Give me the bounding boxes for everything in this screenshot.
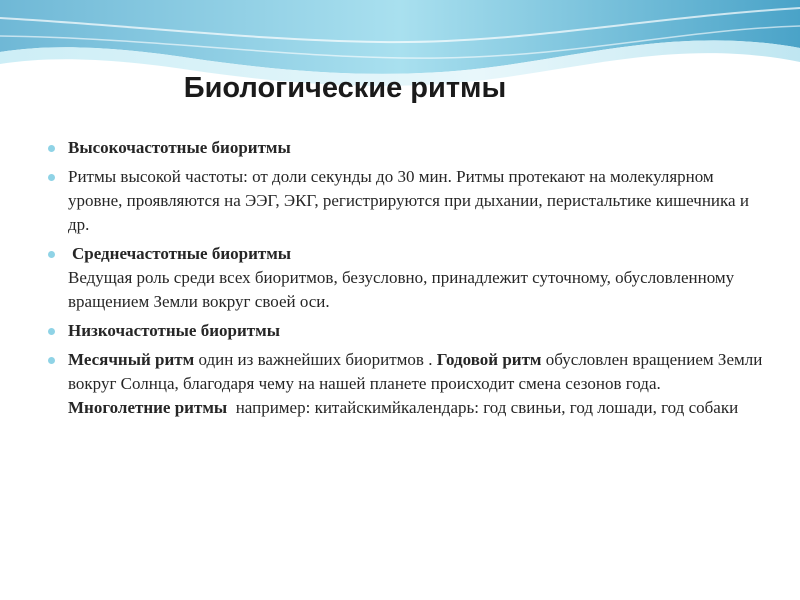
annual-rhythm-text: обусловлен вращением Земли вокруг Солнца, благодаря чему на нашей планете происходит смена сезонов года. [68, 350, 763, 393]
bullet-heading: Среднечастотные биоритмы [72, 244, 292, 263]
bullet-text: Ритмы высокой частоты: от доли секунды до 30 мин. Ритмы протекают на молекулярном уровне, проявляются на ЭЭГ, ЭКГ, регистрируются при дыхании, перистальтике кишечника и др. [68, 167, 749, 234]
bullet-dot-icon [48, 251, 55, 258]
bullet-heading: Низкочастотные биоритмы [68, 321, 280, 340]
bullet-dot-icon [48, 145, 55, 152]
bullet-low-frequency-heading [46, 319, 766, 343]
slide-title: Биологические ритмы [183, 72, 507, 104]
bullet-high-frequency-description [46, 165, 766, 237]
bullet-text: Ведущая роль среди всех биоритмов, безусловно, принадлежит суточному, обусловленному вращением Земли вокруг своей оси. [68, 268, 735, 311]
multiyear-rhythm-text: например: китайскимйкалендарь: год свиньи, год лошади, год собаки [227, 398, 739, 417]
bullet-list [46, 136, 766, 420]
annual-rhythm-label: Годовой ритм [436, 350, 542, 369]
bullet-dot-icon [48, 174, 55, 181]
bullet-mid-frequency [46, 242, 766, 314]
multiyear-rhythm-label: Многолетние ритмы [68, 398, 228, 417]
bullet-high-frequency-heading [46, 136, 766, 160]
monthly-rhythm-text: один из важнейших биоритмов . [194, 350, 437, 369]
bullet-heading: Высокочастотные биоритмы [68, 138, 291, 157]
slide-content [46, 136, 766, 425]
bullet-rhythm-examples [46, 348, 766, 420]
bullet-dot-icon [48, 357, 55, 364]
bullet-dot-icon [48, 328, 55, 335]
monthly-rhythm-label: Месячный ритм [68, 350, 195, 369]
